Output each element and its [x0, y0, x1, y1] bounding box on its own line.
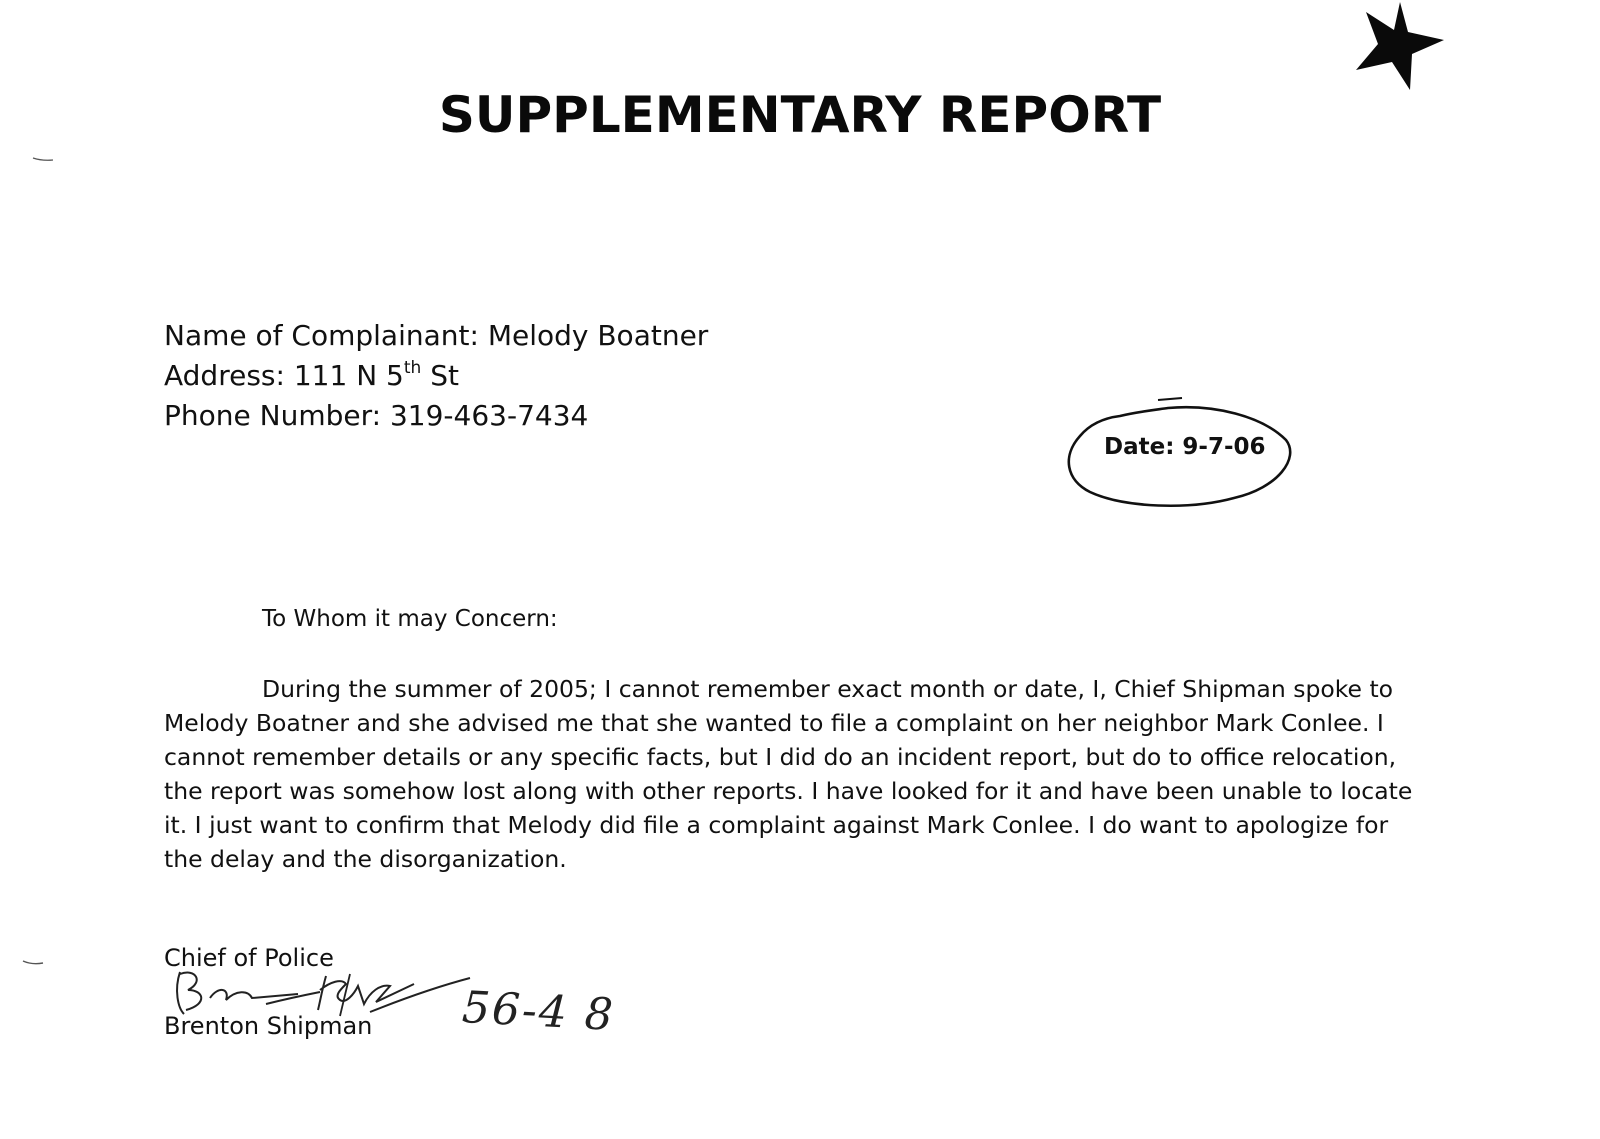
- complainant-name-label: Name of Complainant:: [164, 319, 479, 352]
- complainant-address-label: Address:: [164, 359, 285, 392]
- star-mark-icon: [1348, 0, 1448, 95]
- handwritten-note: 56-4 8: [460, 982, 617, 1041]
- date-value: 9-7-06: [1182, 434, 1266, 460]
- scan-mark-icon: [32, 156, 54, 162]
- complainant-phone-label: Phone Number:: [164, 399, 382, 432]
- scan-mark-icon: [22, 960, 44, 966]
- complainant-address-value: [294, 359, 459, 392]
- report-title: SUPPLEMENTARY REPORT: [438, 86, 1162, 144]
- address-street-type: St: [421, 359, 459, 392]
- closing-title: Chief of Police: [164, 944, 334, 972]
- letter-body: During the summer of 2005; I cannot remember exact month or date, I, Chief Shipman spoke to Melody Boatner and she advised me that she wanted to file a complaint on her neighbor Mark Conlee. I cannot remember details or any specific facts, but I did do an incident report, but do to office relocation, the report was somehow lost along with other reports. I have looked for it and have been unable to locate it. I just want to confirm that Melody did file a complaint against Mark Conlee. I do want to apologize for the delay and the disorganization.: [164, 675, 1413, 873]
- date-text: [1104, 434, 1266, 460]
- date-circled: [1064, 396, 1296, 520]
- complainant-phone-value: 319-463-7434: [389, 399, 589, 432]
- letter-salutation: To Whom it may Concern:: [262, 606, 558, 632]
- closing-name: Brenton Shipman: [164, 1012, 373, 1040]
- complainant-name-line: [164, 316, 708, 356]
- complainant-name-value: Melody Boatner: [487, 319, 709, 352]
- complainant-phone-line: [164, 396, 588, 436]
- address-ordinal-suffix: th: [403, 358, 422, 378]
- address-number-street: 111 N 5: [293, 359, 404, 392]
- complainant-address-line: [164, 356, 459, 396]
- date-label: Date:: [1104, 434, 1175, 460]
